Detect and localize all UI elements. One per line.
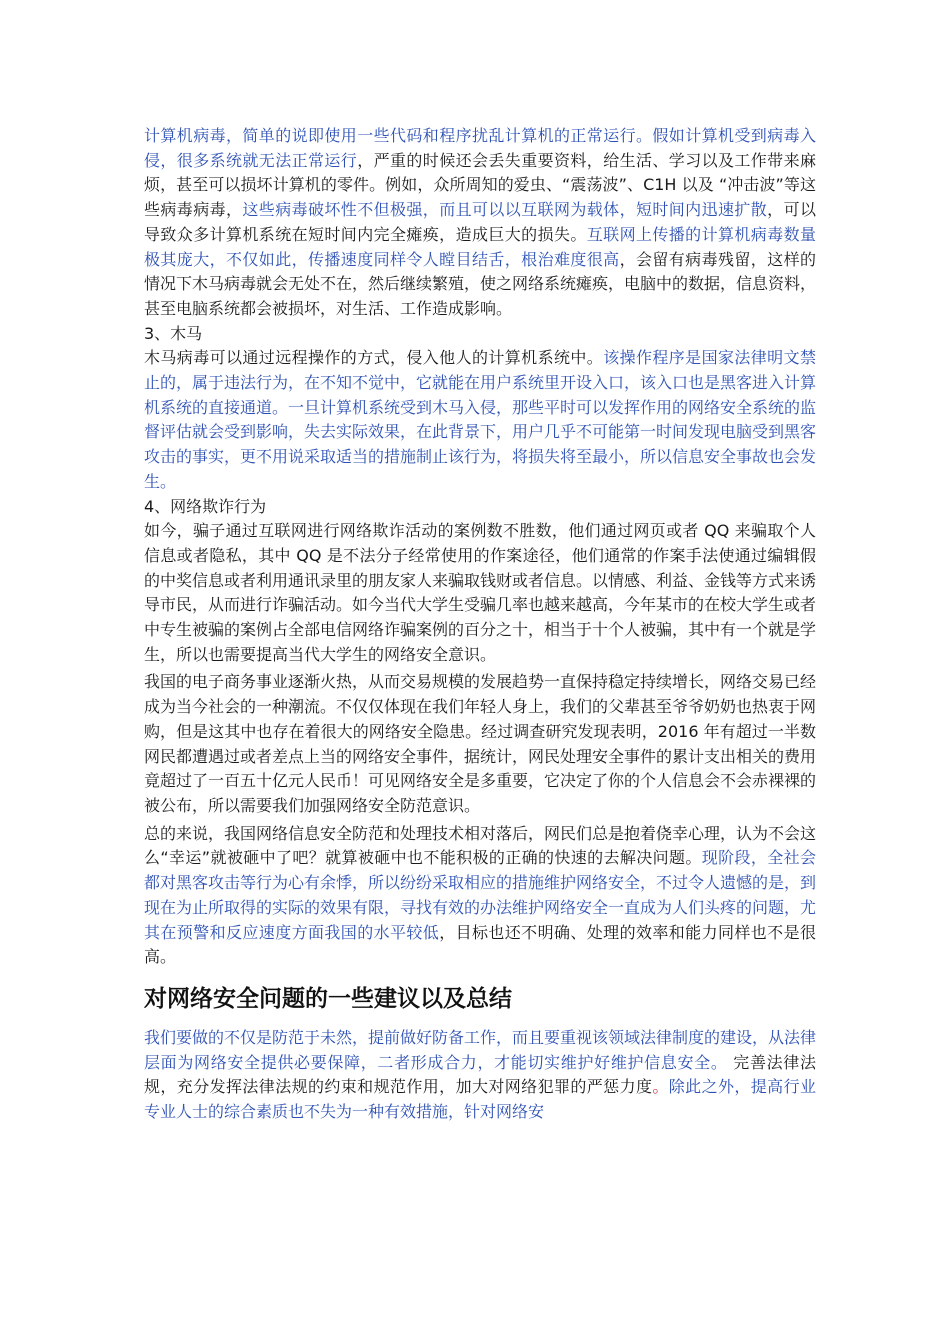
paragraph-summary [144,822,816,970]
text-span: ，严重的时候还会丢失重要资料，给生活、学习以及工作带来麻烦，甚至可以损坏计算机的零件。例如，众所周知的爱虫、“震荡波”、C1H 以及 “冲击波”等这些病毒病毒， [144,150,816,220]
text-span: ，目标也还不明确、处理的效率和能力同样也不是很高。 [144,922,816,967]
text-span: 。 [652,1077,669,1097]
text-span: ，会留有病毒残留，这样的情况下木马病毒就会无处不在，然后继续繁殖，使之网络系统瘫痪，电脑中的数据，信息资料，甚至电脑系统都会被损坏，对生活、工作造成影响。 [144,249,817,318]
text-span: 木马病毒可以通过远程操作的方式，侵入他人的计算机系统中。 [144,348,604,368]
text-span: 现阶段，全社会都对黑客攻击等行为心有余悸，所以纷纷采取相应的措施维护网络安全，不过令人遗憾的是，到现在为止所取得的实际的效果有限，寻找有效的办法维护网络安全一直成为人们头疼的问题，尤其在预警和反应速度方面我国的水平较低 [144,848,817,942]
text-span: 我们要做的不仅是防范于未然，提前做好防备工作，而且要重视该领域法律制度的建设，从法律层面为网络安全提供必要保障，二者形成合力，才能切实维护好维护信息安全。 [144,1027,817,1072]
document-page [144,124,816,1125]
section-title-trojan: 3、木马 [144,323,203,343]
paragraph-fraud: 如今，骗子通过互联网进行网络欺诈活动的案例数不胜数，他们通过网页或者 QQ 来骗取个人信息或者隐私，其中 QQ 是不法分子经常使用的作案途径，他们通常的作案手法使通过编辑假的中奖信息或者利用通讯录里的朋友家人来骗取钱财或者信息。以情感、利益、金钱等方式来诱导市民，从而进行诈骗活动。如今当代大学生受骗几率也越来越高，今年某市的在校大学生或者中专生被骗的案例占全部电信网络诈骗案例的百分之十，相当于十个人被骗，其中有一个就是学生，所以也需要提高当代大学生的网络安全意识。 [144,521,817,664]
section-heading: 对网络安全问题的一些建议以及总结 [144,985,512,1012]
section-title-fraud: 4、网络欺诈行为 [144,496,267,516]
text-span: 除此之外，提高行业专业人士的综合素质也不失为一种有效措施，针对网络安 [144,1077,816,1122]
paragraph-trojan [144,346,816,494]
paragraph-virus [144,124,816,322]
text-span: 计算机病毒，简单的说即使用一些代码和程序扰乱计算机的正常运行。假如计算机受到病毒入侵，很多系统就无法正常运行 [144,126,816,170]
text-span: 完善法律法规，充分发挥法律法规的约束和规范作用，加大对网络犯罪的严惩力度 [144,1052,816,1097]
text-span: 互联网上传播的计算机病毒数量极其庞大，不仅如此，传播速度同样令人瞠目结舌，根治难度很高 [144,224,816,269]
text-span: 这些病毒破坏性不但极强，而且可以以互联网为载体，短时间内迅速扩散 [242,200,768,220]
text-span: ，可以导致众多计算机系统在短时间内完全瘫痪，造成巨大的损失。 [144,200,816,244]
text-span: 总的来说，我国网络信息安全防范和处理技术相对落后，网民们总是抱着侥幸心理，认为不会这么“幸运”就被砸中了吧？就算被砸中也不能积极的正确的快速的去解决问题。 [144,823,817,868]
text-span: 该操作程序是国家法律明文禁止的，属于违法行为，在不知不觉中，它就能在用户系统里开设入口，该入口也是黑客进入计算机系统的直接通道。一旦计算机系统受到木马入侵，那些平时可以发挥作用的网络安全系统的监督评估就会受到影响，失去实际效果，在此背景下，用户几乎不可能第一时间发现电脑受到黑客攻击的事实，更不用说采取适当的措施制止该行为，将损失将至最小，所以信息安全事故也会发生。 [144,348,817,491]
paragraph-ecommerce: 我国的电子商务事业逐渐火热，从而交易规模的发展趋势一直保持稳定持续增长，网络交易已经成为当今社会的一种潮流。不仅仅体现在我们年轻人身上，我们的父辈甚至爷爷奶奶也热衷于网购，但是这其中也存在着很大的网络安全隐患。经过调查研究发现表明，2016 年有超过一半数网民都遭遇过或者差点上当的网络安全事件，据统计，网民处理安全事件的累计支出相关的费用竟超过了一百五十亿元人民币！可见网络安全是多重要，它决定了你的个人信息会不会赤裸裸的被公布，所以需要我们加强网络安全防范意识。 [144,672,817,815]
paragraph-suggestions [144,1026,816,1125]
